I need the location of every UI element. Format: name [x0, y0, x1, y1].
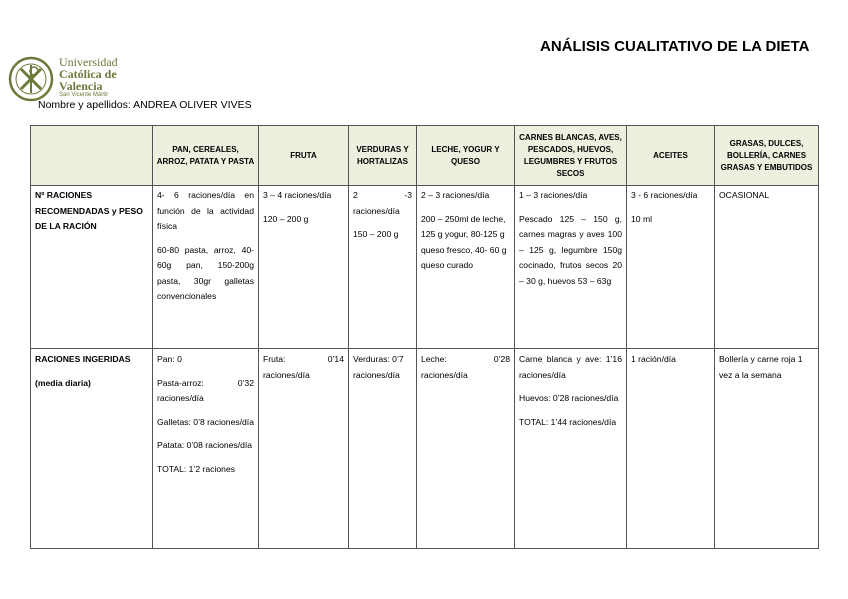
cell-pan-ingested	[153, 349, 259, 549]
header-empty	[31, 126, 153, 186]
cell-text: 150 – 200 g	[353, 229, 399, 239]
cell-text: 120 – 200 g	[263, 213, 309, 224]
header-grasas: GRASAS, DULCES, BOLLERÍA, CARNES GRASAS Y EMBUTIDOS	[715, 126, 819, 186]
cell-text: OCASIONAL	[719, 190, 770, 200]
university-logo	[8, 56, 133, 104]
cell-text: RACIONES INGERIDAS	[35, 354, 131, 364]
cell-text: (media diaria)	[35, 377, 91, 388]
cell-text: 2 -3 raciones/día	[353, 190, 412, 216]
university-crest-icon	[8, 56, 54, 102]
logo-line-2: Católica de	[59, 67, 117, 81]
cell-text: Verduras: 0’7 raciones/día	[353, 354, 404, 380]
cell-text: 3 – 4 raciones/día	[263, 190, 332, 200]
logo-line-1: Universidad	[59, 55, 118, 69]
cell-carnes-ingested	[515, 349, 627, 549]
cell-pan-recommended	[153, 186, 259, 349]
table-row	[31, 349, 819, 549]
cell-text: 200 – 250ml de leche, 125 g yogur, 80-125 g queso fresco, 40- 60 g queso curado	[421, 213, 507, 270]
logo-line-3: Valencia	[59, 79, 103, 93]
cell-fruta-recommended	[259, 186, 349, 349]
cell-text: 1 ración/día	[631, 354, 676, 364]
row-label-recommended: Nº RACIONES RECOMENDADAS y PESO DE LA RACIÓN	[31, 186, 153, 349]
cell-text: Pescado 125 – 150 g, carnes magras y aves 100 – 125 g, legumbre 150g cocinado, frutos secos 20 – 30 g, huevos 53 – 63g	[519, 213, 622, 286]
cell-text: Carne blanca y ave: 1’16 raciones/día	[519, 354, 622, 380]
cell-carnes-recommended	[515, 186, 627, 349]
cell-text: Bollería y carne roja 1 vez a la semana	[719, 354, 803, 380]
header-aceites: ACEITES	[627, 126, 715, 186]
header-fruta: FRUTA	[259, 126, 349, 186]
student-name: Nombre y apellidos: ANDREA OLIVER VIVES	[38, 99, 252, 111]
cell-text: Galletas: 0’8 raciones/día	[157, 416, 254, 427]
cell-leche-recommended	[417, 186, 515, 349]
cell-aceites-recommended	[627, 186, 715, 349]
table-header-row	[31, 126, 819, 186]
table-row	[31, 186, 819, 349]
cell-text: 10 ml	[631, 213, 653, 224]
cell-verduras-recommended	[349, 186, 417, 349]
cell-text: 60-80 pasta, arroz, 40-60g pan, 150-200g pasta, 30gr galletas convencionales	[157, 244, 254, 301]
cell-text: TOTAL: 1’2 raciones	[157, 463, 236, 474]
cell-leche-ingested	[417, 349, 515, 549]
cell-text: TOTAL: 1’44 raciones/día	[519, 416, 617, 427]
cell-grasas-recommended	[715, 186, 819, 349]
cell-grasas-ingested	[715, 349, 819, 549]
cell-verduras-ingested	[349, 349, 417, 549]
logo-line-4: San Vicente Mártir	[59, 92, 109, 98]
header-leche: LECHE, YOGUR Y QUESO	[417, 126, 515, 186]
cell-text: 4- 6 raciones/día en función de la actividad física	[157, 190, 254, 231]
cell-text: Pan: 0	[157, 354, 182, 364]
cell-text: Patata: 0’08 raciones/día	[157, 440, 253, 450]
row-label-ingested	[31, 349, 153, 549]
cell-text: Huevos: 0’28 raciones/día	[519, 393, 619, 403]
cell-text: Pasta-arroz: 0’32 raciones/día	[157, 377, 254, 403]
header-carnes: CARNES BLANCAS, AVES, PESCADOS, HUEVOS, LEGUMBRES Y FRUTOS SECOS	[515, 126, 627, 186]
cell-text: 2 – 3 raciones/día	[421, 190, 490, 200]
cell-text: 1 – 3 raciones/día	[519, 190, 588, 200]
header-verduras: VERDURAS Y HORTALIZAS	[349, 126, 417, 186]
cell-text: 3 - 6 raciones/día	[631, 190, 698, 200]
cell-fruta-ingested	[259, 349, 349, 549]
diet-analysis-table	[30, 125, 819, 549]
page-title: ANÁLISIS CUALITATIVO DE LA DIETA	[540, 38, 810, 55]
cell-text: Fruta: 0’14 raciones/día	[263, 354, 344, 380]
header-pan: PAN, CEREALES, ARROZ, PATATA Y PASTA	[153, 126, 259, 186]
cell-text: Leche: 0’28 raciones/día	[421, 354, 510, 380]
cell-aceites-ingested	[627, 349, 715, 549]
